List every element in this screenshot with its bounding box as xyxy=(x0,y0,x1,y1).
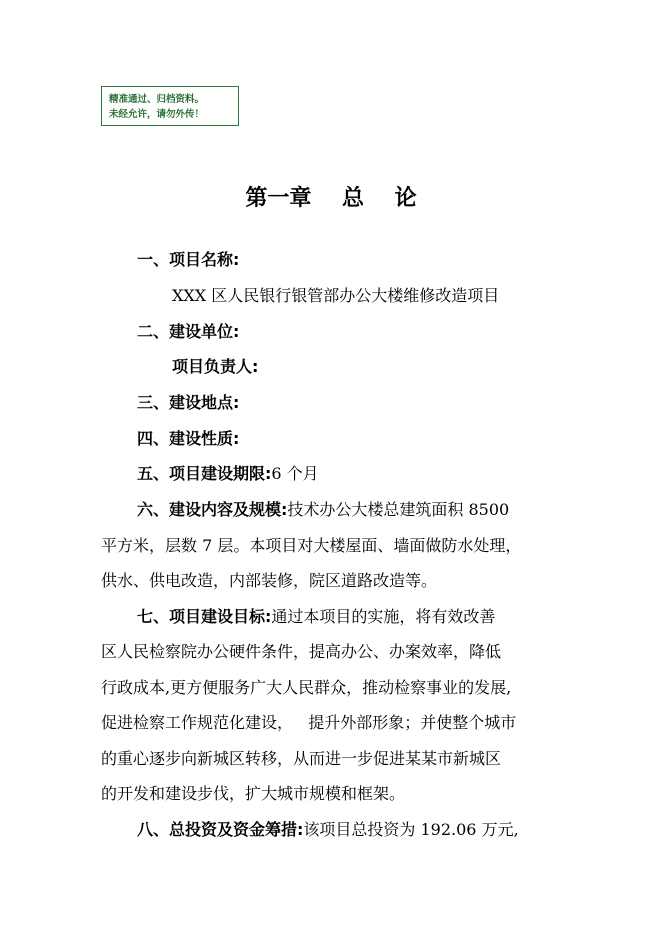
goal-line-4: 促进检察工作规范化建设， 提升外部形象；并使整个城市 xyxy=(101,713,517,732)
project-leader-heading: 项目负责人: xyxy=(172,357,259,376)
goal-text-1: 通过本项目的实施，将有效改善 xyxy=(271,607,496,626)
goal-line-2: 区人民检察院办公硬件条件，提高办公、办案效率，降低 xyxy=(101,642,502,661)
chapter-title: 第一章 总 论 xyxy=(245,186,417,211)
investment-heading: 八、总投资及资金筹措: xyxy=(137,820,304,839)
content-heading: 六、建设内容及规模: xyxy=(137,500,288,519)
construction-unit-heading: 二、建设单位: xyxy=(137,322,240,341)
location-heading: 三、建设地点: xyxy=(137,393,240,412)
goal-line-1 xyxy=(137,605,495,629)
investment-line-1 xyxy=(137,818,519,842)
nature-heading: 四、建设性质: xyxy=(137,429,240,448)
content-text-1: 技术办公大楼总建筑面积 8500 xyxy=(287,500,510,519)
period-heading: 五、项目建设期限: xyxy=(137,464,272,483)
project-name-heading: 一、项目名称: xyxy=(137,250,240,269)
goal-line-5: 的重心逐步向新城区转移，从而进一步促进某某市新城区 xyxy=(101,749,502,768)
stamp-line-1: 精准通过、归档资料。 xyxy=(109,94,205,105)
investment-text-1: 该项目总投资为 192.06 万元, xyxy=(303,820,519,839)
goal-line-3: 行政成本,更方便服务广大人民群众，推动检察事业的发展, xyxy=(101,678,512,697)
period-line xyxy=(137,462,319,486)
content-line-2: 平方米，层数 7 层。本项目对大楼屋面、墙面做防水处理， xyxy=(101,536,522,555)
goal-heading: 七、项目建设目标: xyxy=(137,607,272,626)
period-value: 6 个月 xyxy=(271,464,319,483)
stamp-line-2: 未经允许，请勿外传！ xyxy=(109,109,205,120)
project-name-value: XXX 区人民银行银管部办公大楼维修改造项目 xyxy=(172,286,500,305)
content-line-1 xyxy=(137,498,509,522)
goal-line-6: 的开发和建设步伐，扩大城市规模和框架。 xyxy=(101,784,406,803)
content-line-3: 供水、供电改造，内部装修，院区道路改造等。 xyxy=(101,571,438,590)
watermark-stamp xyxy=(101,86,239,126)
